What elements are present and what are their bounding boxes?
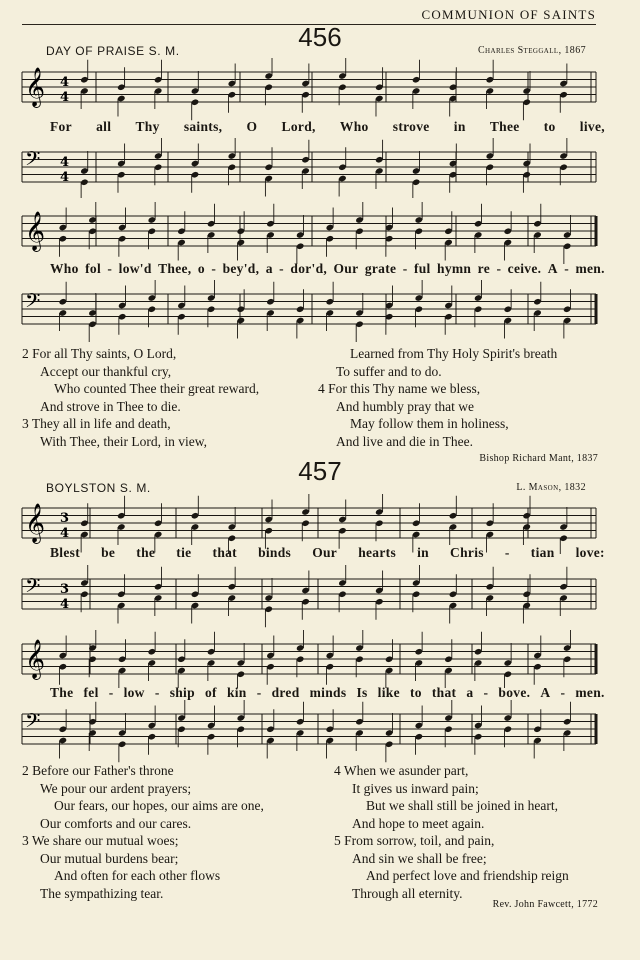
stanza-line: And sin we shall be free;: [352, 850, 487, 866]
author-456: Bishop Richard Mant, 1837: [479, 453, 598, 464]
stanza-line: Accept our thankful cry,: [40, 363, 172, 379]
lyric-syllable: men.: [575, 261, 605, 276]
stanza-line: May follow them in holiness,: [350, 416, 509, 431]
lyric-syllable: a: [466, 685, 474, 700]
lyric-syllable: -: [496, 261, 502, 276]
lyric-syllable: of: [205, 685, 217, 700]
lyric-syllable: minds: [309, 685, 347, 700]
lyric-syllable: be: [101, 545, 116, 560]
stanza-line: The sympathizing tear.: [40, 885, 164, 901]
stanza-line: 2 Before our Father's throne: [22, 763, 174, 778]
lyrics-457-line1: [50, 545, 605, 561]
bass-staff-456-line2: [0, 280, 640, 342]
lyric-syllable: Who: [339, 119, 369, 134]
lyric-syllable: For: [50, 119, 72, 134]
lyric-syllable: -: [211, 261, 217, 276]
lyric-syllable: love:: [575, 545, 605, 560]
bass-staff-457-line2: [0, 700, 640, 764]
lyric-syllable: men.: [575, 685, 605, 700]
stanzas-457-right: [334, 762, 569, 902]
svg-text:4: 4: [60, 597, 70, 612]
stanza-line: With Thee, their Lord, in view,: [40, 433, 208, 449]
lyric-syllable: ceive.: [507, 261, 542, 276]
lyric-syllable: bey'd,: [222, 261, 260, 276]
lyric-syllable: -: [402, 261, 408, 276]
lyric-syllable: Thee: [489, 119, 520, 134]
stanza-line: Our comforts and our cares.: [40, 815, 192, 831]
lyric-syllable: in: [453, 119, 466, 134]
svg-text:3: 3: [60, 582, 70, 597]
lyric-syllable: binds: [258, 545, 292, 560]
lyric-syllable: low: [123, 685, 145, 700]
stanza-line: Our mutual burdens bear;: [40, 850, 179, 866]
lyric-syllable: -: [560, 685, 566, 700]
bass-clef-icon: 𝄢: [25, 147, 41, 175]
lyric-syllable: tian: [530, 545, 555, 560]
stanza-line: Our fears, our hopes, our aims are one,: [54, 798, 264, 813]
svg-text:4: 4: [60, 526, 70, 541]
lyric-syllable: Who: [50, 261, 79, 276]
lyric-syllable: fel: [83, 685, 99, 700]
lyric-syllable: Blest: [50, 545, 80, 560]
lyric-syllable: kin: [226, 685, 247, 700]
stanza-line: 2 For all Thy saints, O Lord,: [22, 346, 177, 361]
lyric-syllable: in: [417, 545, 429, 560]
svg-text:4: 4: [60, 155, 70, 170]
stanza-line: 3 They all in life and death,: [22, 416, 171, 431]
author-457: Rev. John Fawcett, 1772: [492, 899, 598, 910]
lyric-syllable: saints,: [183, 119, 223, 134]
lyric-syllable: ful: [413, 261, 431, 276]
lyric-syllable: live,: [579, 119, 605, 134]
svg-text:4: 4: [60, 170, 70, 185]
stanza-line: We pour our ardent prayers;: [40, 780, 192, 796]
stanzas-456-right: [318, 345, 557, 450]
lyric-syllable: grate: [364, 261, 397, 276]
lyric-syllable: Our: [333, 261, 359, 276]
treble-staff-457-line2: [0, 630, 640, 688]
lyrics-456-line1: [50, 119, 605, 135]
bass-staff-456-line1: [0, 138, 640, 198]
lyric-syllable: a: [265, 261, 273, 276]
stanza-line: Who counted Thee their great reward,: [54, 381, 260, 396]
lyrics-456-line2: [50, 261, 605, 277]
stanza-line: And perfect love and friendship reign: [366, 868, 569, 883]
tune-name-456: DAY OF PRAISE S. M.: [46, 44, 180, 58]
bass-staff-457-line1: [0, 565, 640, 629]
treble-clef-icon: 𝄞: [25, 503, 46, 543]
lyrics-457-line2: [50, 685, 605, 701]
composer-456: Charles Steggall, 1867: [477, 45, 586, 56]
lyric-syllable: The: [50, 685, 74, 700]
stanza-line: 4 When we asunder part,: [334, 763, 469, 778]
bass-clef-icon: 𝄢: [25, 289, 41, 317]
lyric-syllable: Thy: [135, 119, 160, 134]
treble-staff-456-line2: [0, 202, 640, 264]
treble-clef-icon: 𝄞: [25, 67, 46, 107]
lyric-syllable: re: [477, 261, 491, 276]
stanza-line: But we shall still be joined in heart,: [366, 798, 558, 813]
lyric-syllable: Our: [312, 545, 338, 560]
stanza-line: And hope to meet again.: [352, 815, 485, 831]
treble-clef-icon: 𝄞: [25, 211, 46, 251]
stanza-line: 5 From sorrow, toil, and pain,: [334, 833, 495, 848]
hymn-number-457: 457: [298, 456, 342, 486]
running-head: COMMUNION OF SAINTS: [421, 7, 596, 22]
lyric-syllable: fol: [85, 261, 101, 276]
lyric-syllable: tie: [176, 545, 192, 560]
stanza-line: And humbly pray that we: [336, 398, 474, 414]
stanza-line: And live and die in Thee.: [336, 433, 473, 449]
lyric-syllable: Thee,: [158, 261, 192, 276]
lyric-syllable: strove: [392, 119, 430, 134]
stanza-line: It gives us inward pain;: [352, 780, 479, 796]
lyric-syllable: hymn: [437, 261, 472, 276]
stanzas-457-left: [22, 762, 264, 902]
lyric-syllable: ship: [169, 685, 195, 700]
bass-clef-icon: 𝄢: [25, 574, 41, 602]
lyric-syllable: like: [377, 685, 400, 700]
lyric-syllable: low'd: [118, 261, 152, 276]
lyric-syllable: the: [136, 545, 156, 560]
hymn-number-456: 456: [298, 22, 342, 52]
treble-clef-icon: 𝄞: [25, 639, 46, 679]
stanza-line: And strove in Thee to die.: [40, 398, 181, 414]
tune-name-457: BOYLSTON S. M.: [46, 481, 151, 495]
lyric-syllable: -: [279, 261, 284, 276]
lyric-syllable: bove.: [498, 685, 531, 700]
lyric-syllable: A: [540, 685, 551, 700]
lyric-syllable: hearts: [358, 545, 396, 560]
svg-text:3: 3: [60, 511, 70, 526]
lyric-syllable: -: [504, 545, 510, 560]
lyric-syllable: Is: [356, 685, 368, 700]
lyric-syllable: Chris: [450, 545, 484, 560]
lyric-syllable: -: [154, 685, 160, 700]
lyric-syllable: Lord,: [281, 119, 316, 134]
stanza-line: 3 We share our mutual woes;: [22, 833, 179, 848]
lyric-syllable: to: [409, 685, 422, 700]
lyric-syllable: o: [197, 261, 205, 276]
stanza-line: Through all eternity.: [352, 885, 463, 901]
lyric-syllable: -: [483, 685, 489, 700]
stanza-line: And often for each other flows: [54, 868, 221, 883]
lyric-syllable: -: [108, 685, 114, 700]
svg-text:4: 4: [60, 90, 70, 105]
lyric-syllable: O: [246, 119, 258, 134]
lyric-syllable: to: [543, 119, 556, 134]
composer-457: L. Mason, 1832: [516, 482, 586, 493]
lyric-syllable: all: [96, 119, 112, 134]
lyric-syllable: -: [107, 261, 113, 276]
lyric-syllable: dor'd,: [290, 261, 328, 276]
lyric-syllable: that: [431, 685, 457, 700]
lyric-syllable: dred: [271, 685, 300, 700]
stanza-line: To suffer and to do.: [336, 363, 442, 379]
lyric-syllable: A: [547, 261, 558, 276]
svg-text:4: 4: [60, 75, 70, 90]
stanza-line: Learned from Thy Holy Spirit's breath: [350, 346, 558, 361]
stanzas-456-left: [22, 345, 259, 450]
bass-clef-icon: 𝄢: [25, 709, 41, 737]
lyric-syllable: -: [564, 261, 570, 276]
stanza-line: 4 For this Thy name we bless,: [318, 381, 481, 396]
lyric-syllable: -: [256, 685, 262, 700]
lyric-syllable: that: [212, 545, 237, 560]
